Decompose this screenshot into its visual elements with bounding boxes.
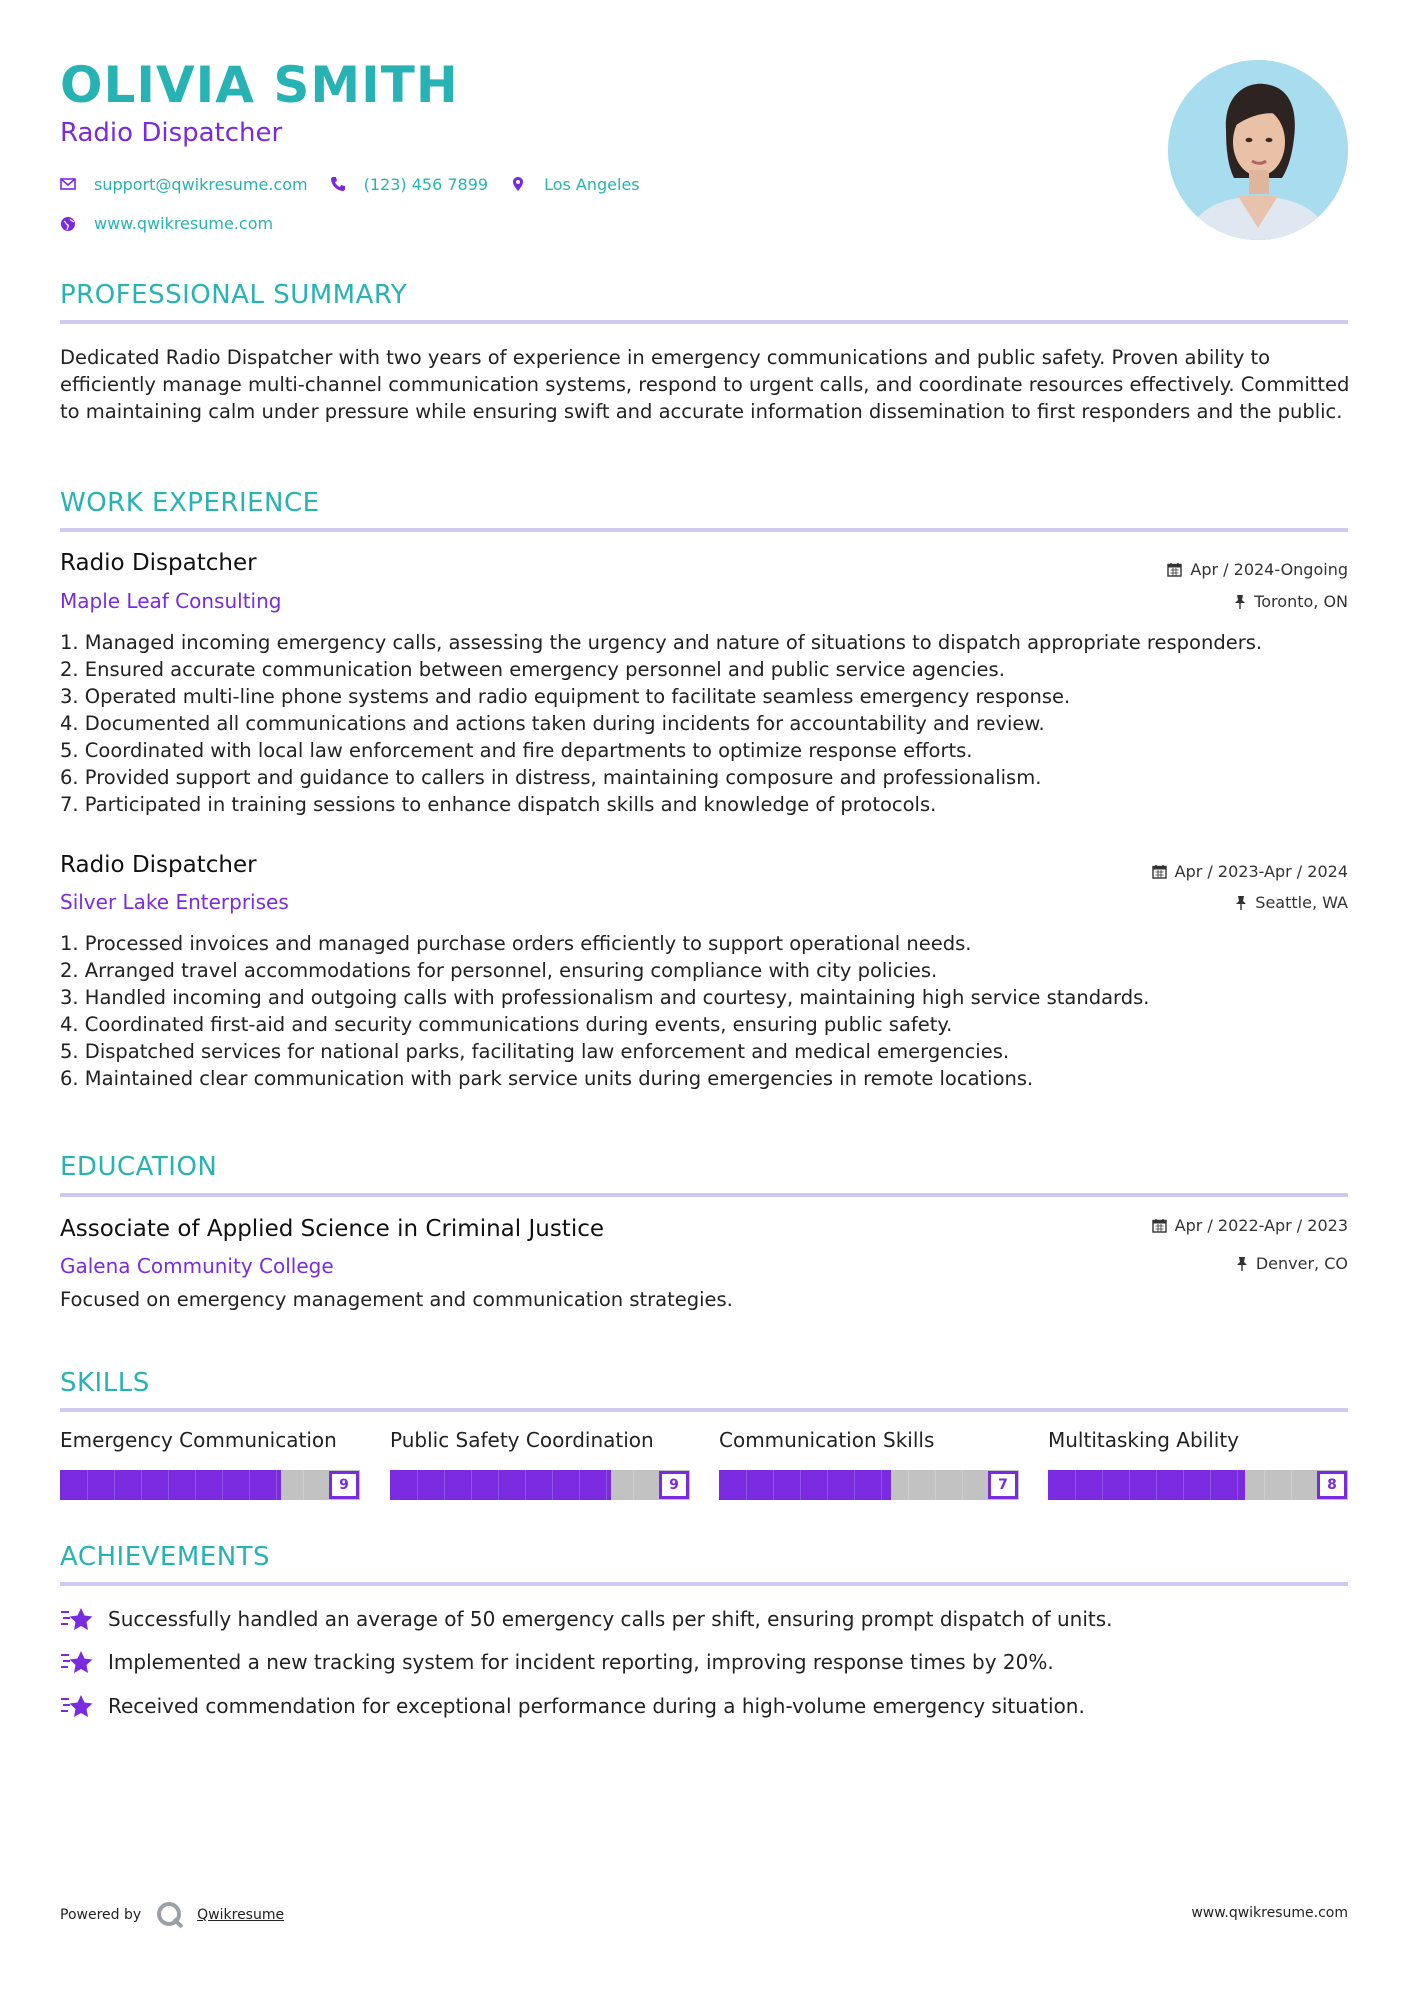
education-dates-text: Apr / 2022-Apr / 2023 bbox=[1174, 1216, 1348, 1235]
skill-segment bbox=[606, 1470, 607, 1500]
list-item: 3. Handled incoming and outgoing calls with professionalism and courtesy, maintaining high service standards. bbox=[60, 986, 1150, 1009]
education-location bbox=[1236, 1254, 1348, 1273]
job-location bbox=[1235, 893, 1348, 912]
qwikresume-logo-icon bbox=[155, 1900, 185, 1930]
list-item: 4. Coordinated first-aid and security communications during events, ensuring public safety. bbox=[60, 1013, 953, 1036]
profile-photo bbox=[1168, 60, 1348, 240]
experience-divider bbox=[60, 528, 1348, 532]
skill-fill bbox=[719, 1470, 891, 1500]
skill-segment bbox=[444, 1470, 445, 1500]
footer-website[interactable]: www.qwikresume.com bbox=[1191, 1905, 1348, 1921]
skill-segment bbox=[935, 1470, 936, 1500]
skill-segment bbox=[417, 1470, 418, 1500]
experience-heading: WORK EXPERIENCE bbox=[60, 488, 320, 518]
calendar-icon bbox=[1152, 864, 1167, 879]
calendar-icon bbox=[1152, 1218, 1167, 1233]
list-item: 1. Managed incoming emergency calls, assessing the urgency and nature of situations to dispatch appropriate responders. bbox=[60, 631, 1263, 654]
skill-segment bbox=[114, 1470, 115, 1500]
skill-segment bbox=[800, 1470, 801, 1500]
school-name: Galena Community College bbox=[60, 1254, 334, 1278]
envelope-icon bbox=[60, 176, 76, 192]
education-divider bbox=[60, 1193, 1348, 1197]
skill-segment bbox=[881, 1470, 882, 1500]
map-pin-icon bbox=[510, 176, 526, 192]
job-bullets bbox=[60, 629, 1360, 818]
skill-segment bbox=[854, 1470, 855, 1500]
skill-level: 9 bbox=[329, 1471, 359, 1499]
star-icon bbox=[60, 1693, 94, 1719]
skill-segment bbox=[1237, 1470, 1238, 1500]
skill-fill bbox=[1048, 1470, 1245, 1500]
list-item: 6. Provided support and guidance to callers in distress, maintaining composure and professionalism. bbox=[60, 766, 1042, 789]
skill-segment bbox=[1102, 1470, 1103, 1500]
job-dates-text: Apr / 2023-Apr / 2024 bbox=[1174, 862, 1348, 881]
job-company: Silver Lake Enterprises bbox=[60, 890, 289, 914]
contact-row bbox=[60, 172, 662, 196]
list-item bbox=[60, 1693, 1085, 1719]
location-text: Los Angeles bbox=[544, 174, 640, 194]
job-dates bbox=[1152, 862, 1348, 881]
achievement-text: Successfully handled an average of 50 emergency calls per shift, ensuring prompt dispatch of units. bbox=[108, 1607, 1113, 1631]
achievement-text: Implemented a new tracking system for incident reporting, improving response times by 20%. bbox=[108, 1650, 1054, 1674]
education-location-text: Denver, CO bbox=[1255, 1254, 1348, 1273]
skill-segment bbox=[1156, 1470, 1157, 1500]
star-icon bbox=[60, 1606, 94, 1632]
job-dates-text: Apr / 2024-Ongoing bbox=[1190, 560, 1348, 579]
phone-icon bbox=[330, 176, 346, 192]
skill-segment bbox=[195, 1470, 196, 1500]
skill-segment bbox=[1264, 1470, 1265, 1500]
skill-segment bbox=[773, 1470, 774, 1500]
pushpin-icon bbox=[1235, 895, 1247, 910]
location-item bbox=[510, 175, 640, 194]
portrait-image bbox=[1168, 60, 1348, 240]
skill-segment bbox=[962, 1470, 963, 1500]
skill-name: Public Safety Coordination bbox=[390, 1428, 654, 1452]
skill-level: 7 bbox=[988, 1471, 1018, 1499]
globe-icon bbox=[60, 216, 76, 232]
phone-text: (123) 456 7899 bbox=[363, 174, 489, 194]
education-dates bbox=[1152, 1216, 1348, 1235]
achievements-heading: ACHIEVEMENTS bbox=[60, 1542, 271, 1572]
list-item: 3. Operated multi-line phone systems and radio equipment to facilitate seamless emergency response. bbox=[60, 685, 1071, 708]
footer-powered-by bbox=[60, 1900, 284, 1930]
skill-item bbox=[60, 1428, 360, 1500]
skill-segment bbox=[908, 1470, 909, 1500]
powered-by-label: Powered by bbox=[60, 1907, 142, 1923]
skills-heading: SKILLS bbox=[60, 1368, 150, 1398]
skill-fill bbox=[390, 1470, 611, 1500]
star-icon bbox=[60, 1649, 94, 1675]
skill-segment bbox=[1129, 1470, 1130, 1500]
skill-segment bbox=[87, 1470, 88, 1500]
list-item: 5. Coordinated with local law enforcement and fire departments to optimize response efforts. bbox=[60, 739, 973, 762]
skill-segment bbox=[498, 1470, 499, 1500]
skill-segment bbox=[746, 1470, 747, 1500]
summary-heading: PROFESSIONAL SUMMARY bbox=[60, 280, 408, 310]
job-title: Radio Dispatcher bbox=[60, 852, 257, 878]
job-location bbox=[1234, 592, 1348, 611]
skill-segment bbox=[1183, 1470, 1184, 1500]
skill-segment bbox=[471, 1470, 472, 1500]
skill-item bbox=[719, 1428, 1019, 1500]
education-description: Focused on emergency management and communication strategies. bbox=[60, 1288, 733, 1311]
skill-bar bbox=[60, 1470, 360, 1500]
email-item[interactable] bbox=[60, 175, 308, 194]
skill-fill bbox=[60, 1470, 281, 1500]
calendar-icon bbox=[1167, 562, 1182, 577]
job-location-text: Toronto, ON bbox=[1254, 592, 1348, 611]
job-dates bbox=[1167, 560, 1348, 579]
skill-segment bbox=[303, 1470, 304, 1500]
job-title: Radio Dispatcher bbox=[60, 550, 257, 576]
skill-name: Communication Skills bbox=[719, 1428, 935, 1452]
pushpin-icon bbox=[1234, 594, 1246, 609]
skill-segment bbox=[1210, 1470, 1211, 1500]
job-location-text: Seattle, WA bbox=[1255, 893, 1348, 912]
skill-segment bbox=[168, 1470, 169, 1500]
skill-item bbox=[390, 1428, 690, 1500]
skill-name: Emergency Communication bbox=[60, 1428, 337, 1452]
skill-segment bbox=[827, 1470, 828, 1500]
skill-item bbox=[1048, 1428, 1348, 1500]
job-bullets bbox=[60, 930, 1360, 1092]
list-item: 7. Participated in training sessions to enhance dispatch skills and knowledge of protocols. bbox=[60, 793, 937, 816]
list-item: 6. Maintained clear communication with park service units during emergencies in remote locations. bbox=[60, 1067, 1034, 1090]
skill-segment bbox=[1075, 1470, 1076, 1500]
summary-text: Dedicated Radio Dispatcher with two years of experience in emergency communications and public safety. Proven ability to efficiently manage multi-channel communication systems, respond to urgent calls, and coordinate resources effectively. Committed to maintaining calm under pressure while ensuring swift and accurate information dissemination to first responders and the public. bbox=[60, 346, 1350, 423]
job-company: Maple Leaf Consulting bbox=[60, 589, 282, 613]
skill-level: 9 bbox=[659, 1471, 689, 1499]
list-item: 1. Processed invoices and managed purchase orders efficiently to support operational needs. bbox=[60, 932, 972, 955]
education-heading: EDUCATION bbox=[60, 1152, 218, 1182]
skill-bar bbox=[719, 1470, 1019, 1500]
list-item bbox=[60, 1606, 1113, 1632]
summary-divider bbox=[60, 320, 1348, 324]
skill-segment bbox=[525, 1470, 526, 1500]
achievement-text: Received commendation for exceptional performance during a high-volume emergency situation. bbox=[108, 1694, 1085, 1718]
skill-bar bbox=[1048, 1470, 1348, 1500]
skill-bar bbox=[390, 1470, 690, 1500]
phone-item[interactable] bbox=[330, 175, 488, 194]
list-item: 4. Documented all communications and actions taken during incidents for accountability and review. bbox=[60, 712, 1045, 735]
skill-name: Multitasking Ability bbox=[1048, 1428, 1239, 1452]
website-item[interactable] bbox=[60, 214, 273, 233]
skill-segment bbox=[276, 1470, 277, 1500]
brand-link[interactable]: Qwikresume bbox=[197, 1907, 285, 1923]
skill-segment bbox=[222, 1470, 223, 1500]
skill-segment bbox=[249, 1470, 250, 1500]
skill-segment bbox=[633, 1470, 634, 1500]
achievements-divider bbox=[60, 1582, 1348, 1586]
skills-divider bbox=[60, 1408, 1348, 1412]
pushpin-icon bbox=[1236, 1256, 1248, 1271]
candidate-name: OLIVIA SMITH bbox=[60, 56, 459, 114]
list-item: 5. Dispatched services for national parks, facilitating law enforcement and medical emergencies. bbox=[60, 1040, 1010, 1063]
skill-segment bbox=[1291, 1470, 1292, 1500]
degree-title: Associate of Applied Science in Criminal Justice bbox=[60, 1216, 605, 1242]
list-item bbox=[60, 1649, 1054, 1675]
candidate-role: Radio Dispatcher bbox=[60, 118, 283, 148]
skill-segment bbox=[552, 1470, 553, 1500]
skill-segment bbox=[579, 1470, 580, 1500]
email-text: support@qwikresume.com bbox=[94, 174, 308, 194]
list-item: 2. Ensured accurate communication between emergency personnel and public service agencies. bbox=[60, 658, 1005, 681]
skill-segment bbox=[141, 1470, 142, 1500]
website-text: www.qwikresume.com bbox=[94, 214, 274, 233]
list-item: 2. Arranged travel accommodations for personnel, ensuring compliance with city policies. bbox=[60, 959, 938, 982]
skill-level: 8 bbox=[1317, 1471, 1347, 1499]
